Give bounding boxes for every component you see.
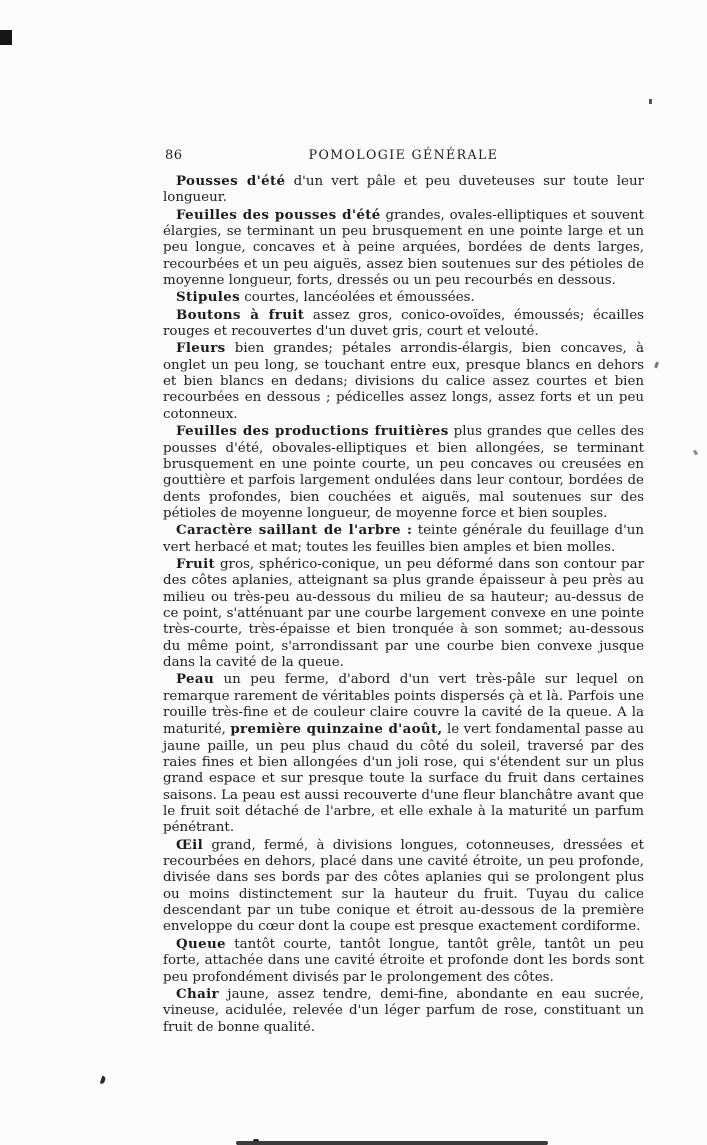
page-header [163, 147, 644, 162]
paragraph [163, 522, 644, 556]
paragraph [163, 936, 644, 986]
paragraph [163, 837, 644, 936]
body-text: bien grandes; pétales arrondis-élargis, bien concaves, à onglet un peu long, se touchant entre eux, presque blancs en dehors et bien blancs en dedans; divisions du calice assez courtes et bien recourbées en dessous ; pédicelles assez longs, assez forts et un peu cotonneux. [163, 341, 644, 422]
body-text: plus grandes que celles des pousses d'été, obovales-elliptiques et bien allongées, se terminant brusquement en une pointe courte, un peu concaves ou creusées en gouttière et parfois largement ondulées dans leur contour, bordées de dents profondes, bien couchées et aiguës, mal soutenues sur des pétioles de moyenne longueur, de moyenne force et bien souples. [163, 424, 644, 521]
running-title: POMOLOGIE GÉNÉRALE [308, 147, 499, 162]
bold-lead: Stipules [176, 289, 240, 306]
body-text: assez gros, conico-ovoïdes, émoussés; écailles rouges et recouvertes d'un duvet gris, court et velouté. [163, 307, 644, 340]
text-column [163, 173, 644, 1036]
bold-lead: Feuilles des pousses d'été [176, 206, 381, 223]
bold-lead: Fruit [176, 555, 216, 572]
paragraph [163, 340, 644, 423]
body-text: teinte générale du feuillage d'un vert herbacé et mat; toutes les feuilles bien amples et bien molles. [163, 523, 645, 555]
bold-lead: Queue [176, 935, 226, 952]
bold-lead: Œil [176, 836, 204, 853]
paragraph [163, 207, 644, 290]
paragraph [163, 671, 644, 836]
body-text: grandes, ovales-elliptiques et souvent élargies, se terminant un peu brusquement en une pointe large et un peu longue, concaves et à peine arquées, bordées de dents larges, recourbées et un peu aiguës, assez bien soutenues sur des pétioles de moyenne longueur, forts, dressés ou un peu recourbés en dessous. [163, 207, 644, 289]
scan-artifact-speck [649, 99, 652, 104]
paragraph [163, 289, 644, 306]
paragraph [163, 307, 644, 341]
scan-artifact-speck [693, 450, 698, 456]
bold-lead: Fleurs [176, 340, 226, 357]
paragraph [163, 986, 644, 1036]
body-text: le vert fondamental passe au jaune paille, un peu plus chaud du côté du soleil, traversé par des raies fines et bien allongées d'un joli rose, qui s'étendent sur un plus grand espace et sur presque toute la surface du fruit dans certaines saisons. La peau est aussi recouverte d'une fleur blanchâtre avant que le fruit soit détaché de l'arbre, et elle exhale à la maturité un parfum pénétrant. [163, 722, 644, 836]
body-text: tantôt courte, tantôt longue, tantôt grêle, tantôt un peu forte, attachée dans une cavité étroite et profonde dont les bords sont peu profondément divisés par le prolongement des côtes. [163, 936, 644, 985]
page-number: 86 [165, 148, 183, 163]
body-text: d'un vert pâle et peu duveteuses sur toute leur longueur. [163, 174, 644, 206]
scan-artifact-ink-blot [0, 30, 12, 45]
paragraph [163, 173, 644, 207]
bold-lead: Pousses d'été [176, 173, 286, 189]
bold-lead: Peau [176, 671, 215, 688]
scan-artifact-bottom-line [236, 1141, 548, 1145]
scan-artifact-speck [654, 362, 659, 369]
body-text: gros, sphérico-conique, un peu déformé dans son contour par des côtes aplanies, atteignant sa plus grande épaisseur à peu près au milieu ou très-peu au-dessous du milieu de sa hauteur; au-dessus de ce point, s'atténuant par une courbe largement convexe en une pointe très-courte, très-épaisse et bien tronquée à son sommet; au-dessous du même point, s'arrondissant par une courbe bien convexe jusque dans la cavité de la queue. [163, 556, 644, 670]
scan-artifact-comma-mark [100, 1076, 106, 1085]
bold-lead: première quinzaine d'août, [230, 721, 443, 738]
bold-lead: Caractère saillant de l'arbre : [176, 522, 413, 539]
body-text: grand, fermé, à divisions longues, cotonneuses, dressées et recourbées en dehors, placé dans une cavité étroite, un peu profonde, divisée dans ses bords par des côtes aplanies qui se prolongent plus ou moins distinctement sur la hauteur du fruit. Tuyau du calice descendant par un tube conique et étroit au-dessous de la première enveloppe du cœur dont la coupe est presque exactement cordiforme. [163, 837, 644, 935]
body-text: courtes, lancéolées et émoussées. [240, 290, 475, 306]
bold-lead: Feuilles des productions fruitières [176, 423, 449, 440]
paragraph [163, 423, 644, 522]
paragraph [163, 556, 644, 671]
body-text: un peu ferme, d'abord d'un vert très-pâle sur lequel on remarque rarement de véritables points dispersés çà et là. Parfois une rouille très-fine et de couleur claire couvre la cavité de la queue. A la maturité, [163, 672, 644, 738]
bold-lead: Chair [176, 985, 219, 1002]
body-text: jaune, assez tendre, demi-fine, abondante en eau sucrée, vineuse, acidulée, relevée d'un léger parfum de rose, constituant un fruit de bonne qualité. [163, 986, 644, 1035]
bold-lead: Boutons à fruit [176, 306, 305, 323]
